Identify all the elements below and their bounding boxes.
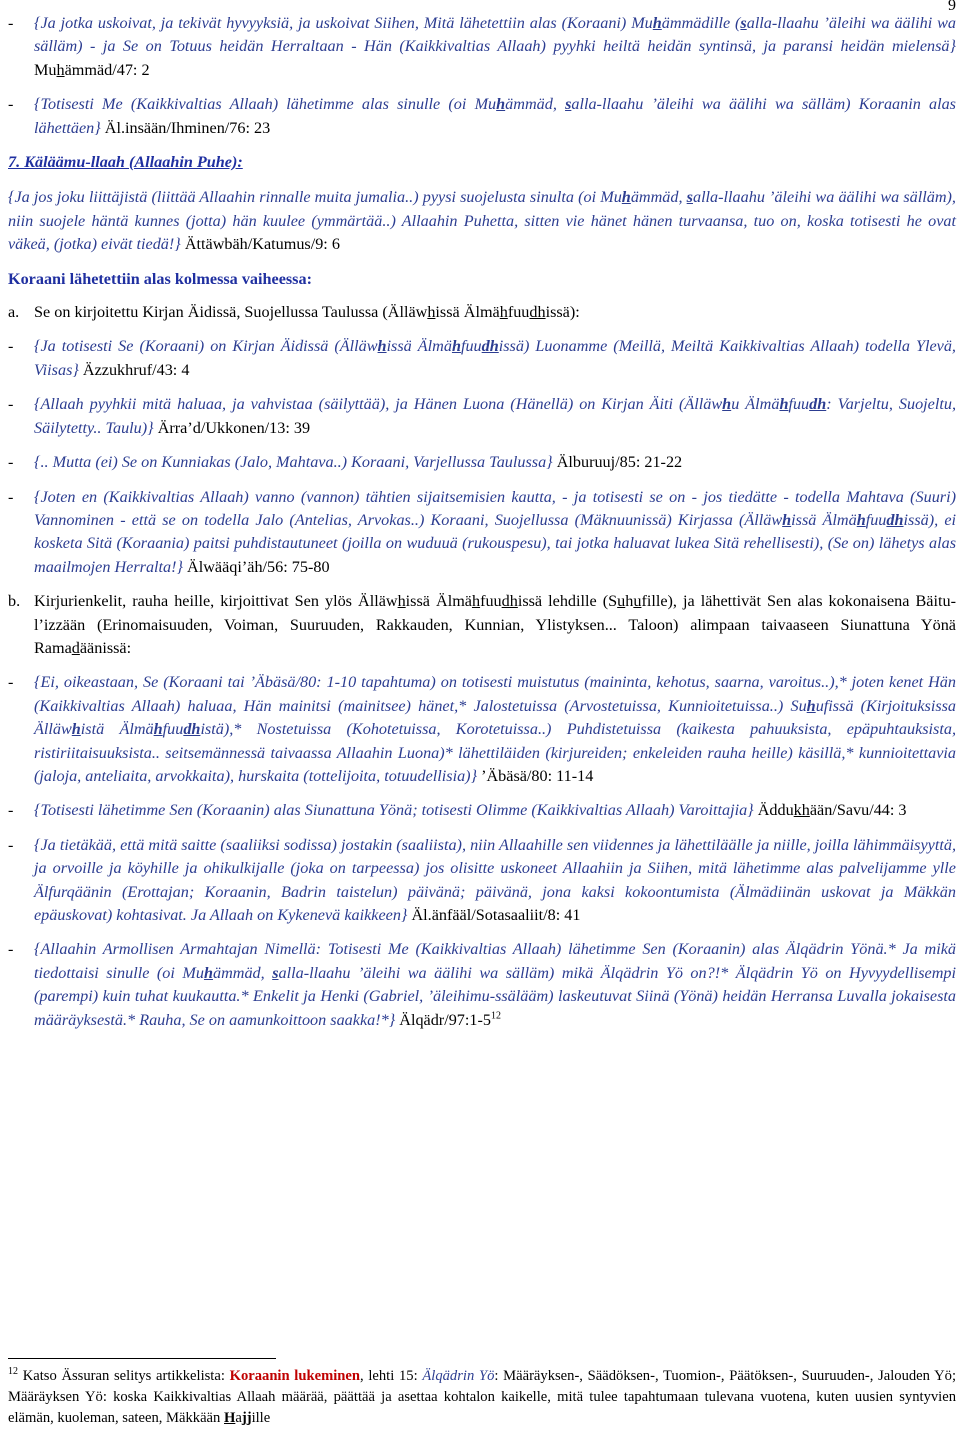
text-run: fuu	[507, 303, 530, 322]
text-run: h	[856, 510, 866, 529]
list-dash: -	[8, 95, 14, 114]
text-run: istä),* Nostetuissa (Kohotetuissa, Korotetuissa..) Puhdistetuissa (kaikesta pahuuksista, epäpuhtauksista, ristiriitaisuuksista.. seitsemännessä taivaassa Allaahin Luona)* lähettiläiden (kirjureiden; enkeleiden rauha heille) käsillä,* kunnioitettavia (jaloja, anteliaita, arvokkaita), hurskaita (tottelijoita, totuudellisia)}	[34, 720, 956, 785]
text-run: u Älmä	[731, 395, 780, 414]
text-run: u	[617, 592, 626, 611]
list-dash: -	[8, 395, 14, 414]
list-dash: -	[8, 487, 14, 506]
text-run: fuu	[460, 337, 482, 356]
paragraph-b-label: b.	[8, 592, 21, 611]
text-run: issä lehdille (S	[517, 592, 618, 611]
text-run: alla-llaahu ’äleihi wa äälihi wa sälläm) - ja Se on Totuus heidän Herraltaan - Hän (Kaikkivaltias Allaah) pyyhki heiltä heidän syntinsä, ja paransi heidän mielensä}	[34, 14, 956, 56]
text-run: Älqädrin Yö	[422, 1368, 495, 1384]
text-run: h	[621, 188, 631, 207]
text-run: issä Älmä	[386, 337, 452, 356]
text-run: h	[471, 592, 481, 611]
text-run: äänissä:	[79, 638, 132, 657]
text-run: 12	[8, 1366, 18, 1378]
text-run: Ättäwbäh/Katumus/9: 6	[180, 235, 340, 254]
text-run: issä) Luonamme (Meillä, Meiltä Kaikkivaltias Allaah) todella Ylevä, Viisas}	[34, 337, 956, 379]
text-run: Älwääqi’äh/56: 75-80	[183, 557, 330, 576]
text-run: h	[782, 510, 792, 529]
quote-item	[8, 671, 956, 788]
text-run: dh	[183, 720, 201, 739]
list-dash: -	[8, 14, 14, 32]
text-run: {Joten en (Kaikkivaltias Allaah) vanno (vannon) tähtien sijaitsemisien kautta, - ja totisesti se on - jos tiedätte - todella Mahtava (Suuri) Vannominen - että se on todella Jalo (Antelias, Arvokas..) Koraani, Suojellussa (Mäknuunissä) Kirjassa (Älläw	[34, 487, 956, 529]
list-dash: -	[8, 453, 14, 472]
text-run: ämmäd,	[630, 188, 687, 207]
list-dash: -	[8, 940, 14, 959]
quote-item	[8, 12, 956, 82]
text-run: fuu	[162, 720, 184, 739]
text-run: ämmäd/47: 2	[64, 60, 150, 79]
text-run: dh	[481, 337, 499, 356]
text-run: h	[496, 95, 506, 114]
text-run: h	[71, 720, 81, 739]
text-run: a	[235, 1410, 242, 1426]
text-run: u	[633, 592, 642, 611]
text-run: ämmäd,	[505, 95, 566, 114]
paragraph-b-text	[34, 592, 956, 657]
text-run: Äl.insään/Ihminen/76: 23	[100, 118, 271, 137]
quote-list-top	[8, 12, 956, 140]
text-run: jj	[241, 1410, 252, 1426]
text-run: h	[56, 60, 65, 79]
text-run: h	[722, 395, 732, 414]
text-run: alla-llaahu ’äleihi wa äälihi wa sälläm) Koraanin alas lähettäen}	[34, 95, 956, 137]
text-run: h	[397, 592, 406, 611]
text-run: Mu	[34, 60, 57, 79]
footnote	[8, 1366, 956, 1429]
list-dash: -	[8, 801, 14, 820]
text-run: fuu	[865, 510, 887, 529]
text-run: : Varjeltu, Suojeltu, Säilytetty.. Taulu)}	[34, 395, 957, 437]
text-run: dh	[529, 303, 546, 322]
text-run: issä):	[545, 303, 580, 322]
list-dash: -	[8, 337, 14, 356]
text-run: : Määräyksen-, Säädöksen-, Tuomion-, Päätöksen-, Suuruuden-, Jalouden Yö; Määräyksen Yö: koska Kaikkivaltias Allaah määrää, päättää ja asettaa kohtalon kaikelle, mitä tulee tapahtumaan tulevana vuotena, kuten uusien syntyvien elämän, kuoleman, sateen, Mäkkään	[8, 1368, 957, 1426]
page-number: 9	[948, 0, 956, 14]
text-run: s	[565, 95, 572, 114]
text-run: dh	[809, 395, 827, 414]
text-run: ämmäd,	[212, 963, 273, 982]
text-run: {Totisesti Me (Kaikkivaltias Allaah) lähetimme alas sinulle (oi Mu	[34, 95, 497, 114]
text-run: s	[740, 14, 747, 32]
text-run: /85: 21-22	[615, 453, 683, 472]
text-run: Äddu	[753, 801, 794, 820]
text-run: h	[779, 395, 789, 414]
text-run: dh	[501, 592, 518, 611]
text-run: issä Älmä	[435, 303, 500, 322]
text-run: {Totisesti lähetimme Sen (Koraanin) alas Siunattuna Yönä; totisesti Olimme (Kaikkivaltias Allaah) Varoittajia}	[34, 801, 754, 820]
text-run: Älburuu	[552, 453, 611, 472]
paragraph-a-label: a.	[8, 303, 20, 322]
quote-item	[8, 834, 956, 928]
text-run: h	[499, 303, 508, 322]
text-run: h	[203, 963, 213, 982]
text-run: j	[610, 453, 616, 472]
paragraph-b	[8, 590, 956, 660]
text-run: s	[272, 963, 279, 982]
text-run: Ärra’d/Ukkonen/13: 39	[153, 418, 311, 437]
text-run: h	[153, 720, 163, 739]
list-dash: -	[8, 835, 14, 854]
text-run: ’Äbäsä/80: 11-14	[477, 766, 594, 785]
text-run: {Ja totisesti Se (Koraani) on Kirjan Äidissä (Älläw	[34, 337, 378, 356]
list-dash: -	[8, 673, 14, 692]
text-run: {Ja jos joku liittäjistä (liittää Allaahin rinnalle muita jumalia..) pyysi suojelusta sinulta (oi Mu	[8, 188, 622, 207]
footnote-separator	[8, 1358, 276, 1359]
phase-heading: Koraani lähetettiin alas kolmessa vaiheessa:	[8, 269, 312, 288]
text-run: kh	[793, 801, 810, 820]
text-run: 12	[490, 1010, 501, 1022]
quote-item	[8, 393, 956, 440]
text-run: {Allaahin Armollisen Armahtajan Nimellä: Totisesti Me (Kaikkivaltias Allaah) lähetimme Sen (Koraanin) alas Älqädrin Yönä.* Ja mikä tiedottaisi sinulle (oi Mu	[34, 940, 956, 982]
section-title: 7. Käläämu-llaah (Allaahin Puhe):	[8, 153, 243, 172]
text-run: Älqädr/97:1-5	[395, 1010, 491, 1029]
text-run: s	[686, 188, 693, 207]
paragraph-a-text	[34, 303, 580, 321]
text-run: h	[377, 337, 387, 356]
text-run: h	[427, 303, 436, 322]
text-run: ille	[251, 1410, 271, 1426]
text-run: {.. Mutta (ei) Se on Kunniakas (Jalo, Mahtava..) Koraani, Varjellussa Taulussa}	[34, 453, 553, 472]
text-run: h	[451, 337, 461, 356]
quote-item	[8, 486, 956, 580]
quote-list-a	[8, 335, 956, 579]
text-run: Se on kirjoitettu Kirjan Äidissä, Suojellussa Taulussa (Älläw	[34, 303, 428, 322]
text-run: alla-llaahu ’äleihi wa äälihi wa sälläm), niin suojele häntä kunnes (jotta) hän kuulee (ymmärtää..) Allaahin Puhetta, sitten vie hänet hänen turvaansa, tuo on, koska totisesti he ovat väkeä, (jotka) eivät tiedä!}	[8, 188, 956, 254]
quote-item	[8, 938, 956, 1032]
text-run: Äzzukhruf/43: 4	[78, 360, 190, 379]
text-run: Äl.änfääl/Sotasaaliit/8: 41	[407, 906, 581, 924]
text-run: dh	[886, 510, 904, 529]
text-run: h	[806, 696, 816, 715]
text-run: ämmädille (	[661, 14, 741, 32]
text-run: , lehti 15:	[360, 1368, 423, 1384]
quote-item	[8, 93, 956, 140]
text-run: {Ja tietäkää, että mitä saitte (saaliiksi sodissa) jostakin (saaliista), niin Allaahille sen viidennes ja lähettiläälle ja niille, joilla lähimmäisyyttä, ja orvoille ja köyhille ja ohikulkijalle (joka on tarpeessa) jos olisitte uskoneet Allaahiin ja Siihen, mitä lähetimme alas palvelijamme ylle Älfurqäänin (Erottajan; Koraanin, Badrin taistelun) päivänä; päivänä, jona kaksi kokoontumista (Älmädiinän uskovat ja Mäkkän epäuskovat) kohtasivat. Ja Allaah on Kykenevä kaikkeen}	[34, 835, 956, 924]
text-run: alla-llaahu ’äleihi wa äälihi wa sälläm) mikä Älqädrin Yö on?!* Älqädrin Yö on Hyvyydellisempi (parempi) kuin tuhat kuukautta.* Enkelit ja Henki (Gabriel, ’äleihimu-ssälääm) laskeutuvat Siinä (Yönä) heidän Herransa Luvalla jokaisesta määräyksestä.* Rauha, Se on aamunkoittoon saakka!*}	[34, 963, 956, 1029]
quote-item	[8, 335, 956, 382]
paragraph-a	[8, 301, 956, 324]
text-run: {Allaah pyyhkii mitä haluaa, ja vahvistaa (säilyttää), ja Hänen Luona (Hänellä) on Kirjan Äiti (Älläw	[34, 395, 723, 414]
text-run: ufissä (Kirjoituksissa Älläw	[34, 696, 957, 739]
text-run: Kirjurienkelit, rauha heille, kirjoittivat Sen ylös Älläw	[34, 592, 398, 611]
text-run: d	[71, 638, 80, 657]
text-run: h	[652, 14, 662, 32]
text-run: H	[224, 1410, 236, 1426]
quote-list-b	[8, 671, 956, 1032]
text-run: Katso Ässuran selitys artikkelista:	[18, 1368, 230, 1384]
text-run: issä Älmä	[405, 592, 472, 611]
quote-item	[8, 451, 956, 474]
text-run: {Ei, oikeastaan, Se (Koraani tai ’Äbäsä/80: 1-10 tapahtuma) on totisesti muistutus (maininta, kehotus, saarna, varoitus..),* joten kenet Hän (Kaikkivaltias Allaah) haluaa, Hän mainitsi (mainitsee) hänet,* Jalostetuissa (Arvostetuissa, Kunnioitetuissa..) Su	[34, 673, 956, 715]
text-run: Koraanin lukeminen	[229, 1368, 360, 1384]
text-run: issä), ei kosketa Sitä (Koraania) paitsi puhdistautuneet (joilla on wuduuä (rukouspesu), tai jotka haluavat lukea Sitä rehellisesti), (Se on) lähetys alas maailmojen Herralta!}	[34, 510, 957, 576]
text-run: issä Älmä	[791, 510, 857, 529]
text-run: fuu	[788, 395, 810, 414]
text-run: {Ja jotka uskoivat, ja tekivät hyvyyksiä, ja uskoivat Siihen, Mitä lähetettiin alas (Koraani) Mu	[34, 14, 653, 32]
quote-item	[8, 799, 956, 822]
text-run: ään/Savu/44: 3	[809, 801, 907, 820]
document-body	[8, 12, 956, 1043]
text-run: fille), ja lähettivät Sen alas kokonaisena Bäitu-l’izzään (Erinomaisuuden, Voiman, Suuruuden, Rakkauden, Kunnian, Ylistyksen... Taloon) alimpaan taivaaseen Siunattuna Yönä Rama	[34, 592, 956, 657]
text-run: h	[625, 592, 634, 611]
text-run: istä Älmä	[80, 720, 154, 739]
text-run: fuu	[480, 592, 502, 611]
puhe-quote	[8, 186, 956, 256]
